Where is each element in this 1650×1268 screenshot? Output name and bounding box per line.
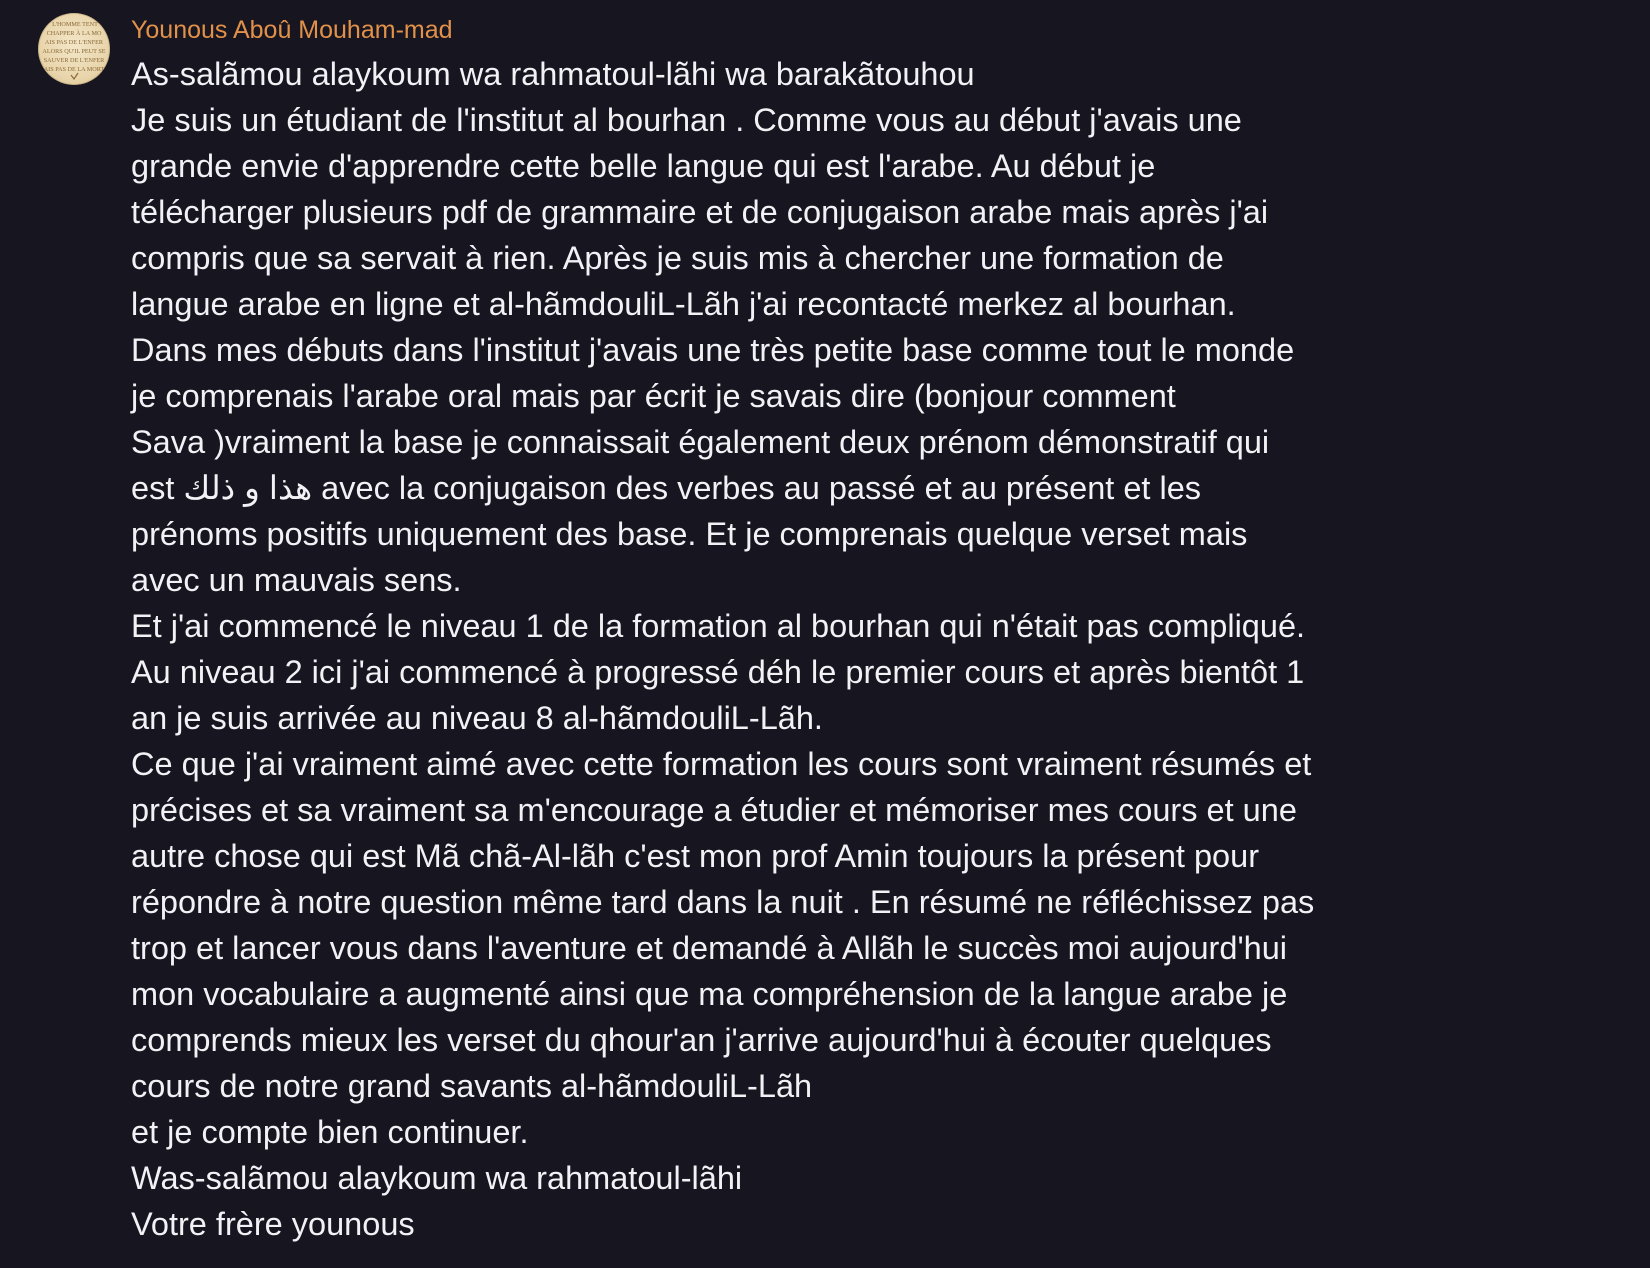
message-line: Au niveau 2 ici j'ai commencé à progressé déh le premier cours et après bientôt 1 (131, 654, 1305, 690)
avatar-text-line: L'HOMME TENT (52, 21, 98, 28)
avatar[interactable] (38, 13, 110, 85)
avatar-text-line: ALORS QU'IL PEUT SE (42, 48, 106, 55)
message-line: avec un mauvais sens. (131, 562, 462, 598)
line-segment: est (131, 470, 184, 506)
message-line: As-salãmou alaykoum wa rahmatoul-lãhi wa barakãtouhou (131, 56, 975, 92)
message-line: Je suis un étudiant de l'institut al bourhan . Comme vous au début j'avais une (131, 102, 1242, 138)
message-line: télécharger plusieurs pdf de grammaire et de conjugaison arabe mais après j'ai (131, 194, 1269, 230)
message-line: autre chose qui est Mã chã-Al-lãh c'est mon prof Amin toujours la présent pour (131, 838, 1260, 874)
message-line: grande envie d'apprendre cette belle langue qui est l'arabe. Au début je (131, 148, 1156, 184)
message-line: comprends mieux les verset du qhour'an j'arrive aujourd'hui à écouter quelques (131, 1022, 1272, 1058)
message-line: Ce que j'ai vraiment aimé avec cette formation les cours sont vraiment résumés et (131, 746, 1312, 782)
message-line: répondre à notre question même tard dans la nuit . En résumé ne réfléchissez pas (131, 884, 1315, 920)
message-line: je comprenais l'arabe oral mais par écrit je savais dire (bonjour comment (131, 378, 1176, 414)
message-line: Votre frère younous (131, 1206, 415, 1242)
message-line: compris que sa servait à rien. Après je suis mis à chercher une formation de (131, 240, 1224, 276)
avatar-text-line: SAUVER DE L'ENFER (43, 57, 105, 64)
avatar-text-line: AIS PAS DE LA MORT (43, 66, 105, 73)
arabic-text: هذا و ذلك (183, 470, 313, 506)
line-segment: avec la conjugaison des verbes au passé et au présent et les (312, 470, 1202, 506)
message-line: Et j'ai commencé le niveau 1 de la formation al bourhan qui n'était pas compliqué. (131, 608, 1306, 644)
message-line: Dans mes débuts dans l'institut j'avais une très petite base comme tout le monde (131, 332, 1295, 368)
message-line: prénoms positifs uniquement des base. Et je comprenais quelque verset mais (131, 516, 1248, 552)
avatar-text-line: CHAPPER À LA MO (46, 30, 102, 37)
message-line: cours de notre grand savants al-hãmdouliL-Lãh (131, 1068, 813, 1104)
message-line: langue arabe en ligne et al-hãmdouliL-Lãh j'ai recontacté merkez al bourhan. (131, 286, 1236, 322)
sender-name[interactable]: Younous Aboû Mouham-mad (131, 16, 453, 44)
message-line-mixed (131, 465, 1314, 511)
avatar-text-line: AIS PAS DE L'ENFER (44, 39, 104, 46)
message-line: mon vocabulaire a augmenté ainsi que ma compréhension de la langue arabe je (131, 976, 1288, 1012)
message-line: précises et sa vraiment sa m'encourage a étudier et mémoriser mes cours et une (131, 792, 1297, 828)
book-page-avatar-icon (38, 13, 110, 85)
message-line: trop et lancer vous dans l'aventure et demandé à Allãh le succès moi aujourd'hui (131, 930, 1288, 966)
message-line: an je suis arrivée au niveau 8 al-hãmdouliL-Lãh. (131, 700, 823, 736)
message-line: et je compte bien continuer. (131, 1114, 529, 1150)
message-line: Was-salãmou alaykoum wa rahmatoul-lãhi (131, 1160, 743, 1196)
message-line: Sava )vraiment la base je connaissait également deux prénom démonstratif qui (131, 424, 1270, 460)
message-body (131, 51, 1314, 1247)
